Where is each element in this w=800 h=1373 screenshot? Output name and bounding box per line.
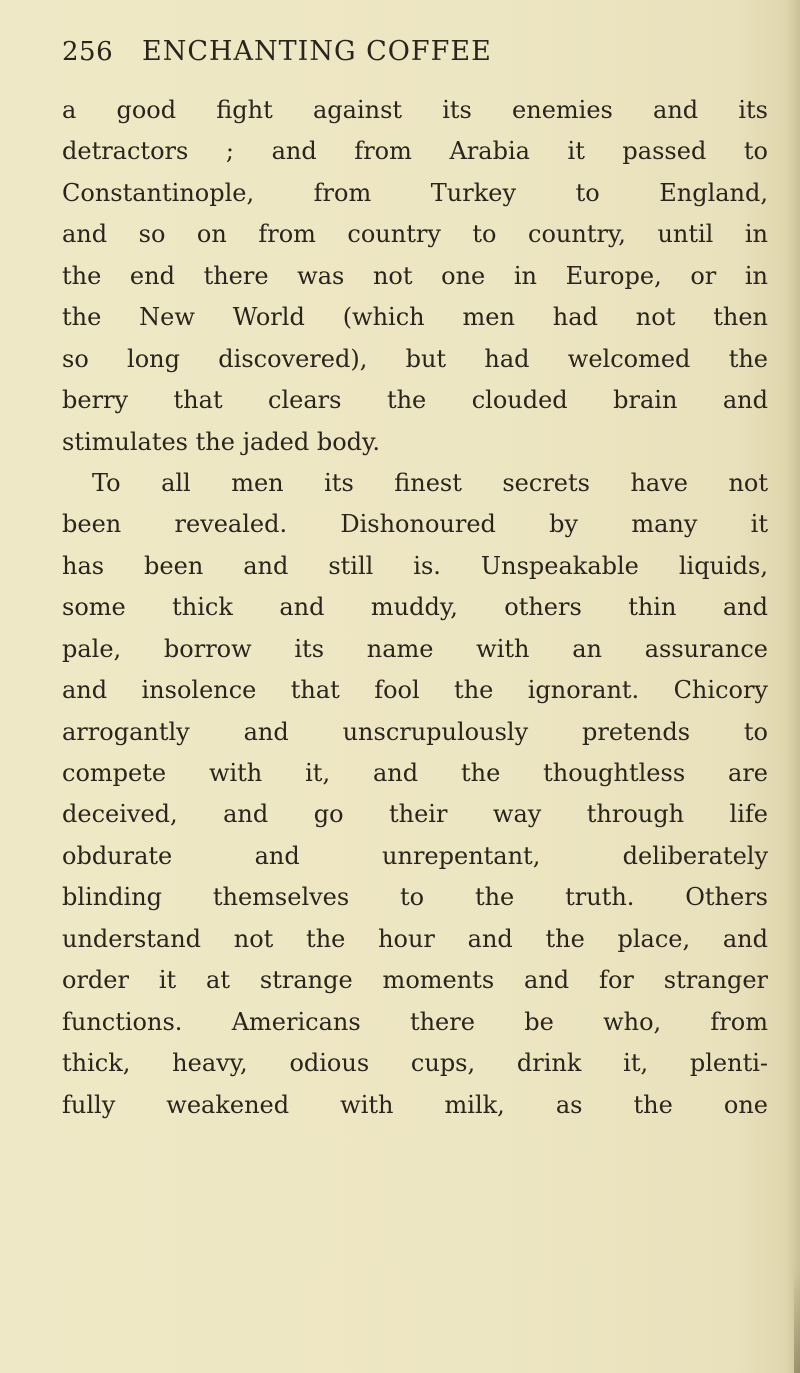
text-line: the end there was not one in Europe, or in bbox=[62, 261, 768, 290]
page-edge-shadow bbox=[786, 0, 800, 1373]
page-edge-mark bbox=[794, 1270, 800, 1373]
text-line: obdurate and unrepentant, deliberately bbox=[62, 841, 768, 870]
text-line: some thick and muddy, others thin and bbox=[62, 593, 768, 622]
body-text bbox=[62, 90, 768, 1126]
text-line: stimulates the jaded body. bbox=[62, 427, 381, 456]
text-line: a good fight against its enemies and its bbox=[62, 96, 768, 124]
running-head bbox=[62, 32, 750, 72]
text-line: the New World (which men had not then bbox=[62, 303, 768, 332]
text-line: blinding themselves to the truth. Others bbox=[62, 883, 768, 912]
text-line: To all men its finest secrets have not bbox=[92, 468, 768, 497]
text-line: deceived, and go their way through life bbox=[62, 800, 768, 829]
text-line: has been and still is. Unspeakable liquids, bbox=[62, 551, 768, 580]
text-line: arrogantly and unscrupulously pretends to bbox=[62, 717, 768, 746]
text-line: compete with it, and the thoughtless are bbox=[62, 759, 768, 787]
text-line: and so on from country to country, until in bbox=[62, 220, 768, 249]
text-line: order it at strange moments and for stranger bbox=[62, 966, 768, 995]
text-line: so long discovered), but had welcomed the bbox=[62, 344, 768, 373]
text-line: understand not the hour and the place, and bbox=[62, 924, 768, 953]
text-line: pale, borrow its name with an assurance bbox=[62, 634, 768, 663]
text-line: been revealed. Dishonoured by many it bbox=[62, 510, 768, 539]
text-line: berry that clears the clouded brain and bbox=[62, 386, 768, 415]
running-title: ENCHANTING COFFEE bbox=[142, 36, 492, 67]
text-line: and insolence that fool the ignorant. Chicory bbox=[62, 676, 768, 705]
text-line: functions. Americans there be who, from bbox=[62, 1007, 768, 1036]
text-line: detractors ; and from Arabia it passed to bbox=[62, 137, 768, 166]
text-line: thick, heavy, odious cups, drink it, plenti- bbox=[62, 1049, 768, 1078]
text-line: fully weakened with milk, as the one bbox=[62, 1090, 768, 1119]
page-number: 256 bbox=[62, 37, 114, 67]
text-line: Constantinople, from Turkey to England, bbox=[62, 178, 768, 207]
